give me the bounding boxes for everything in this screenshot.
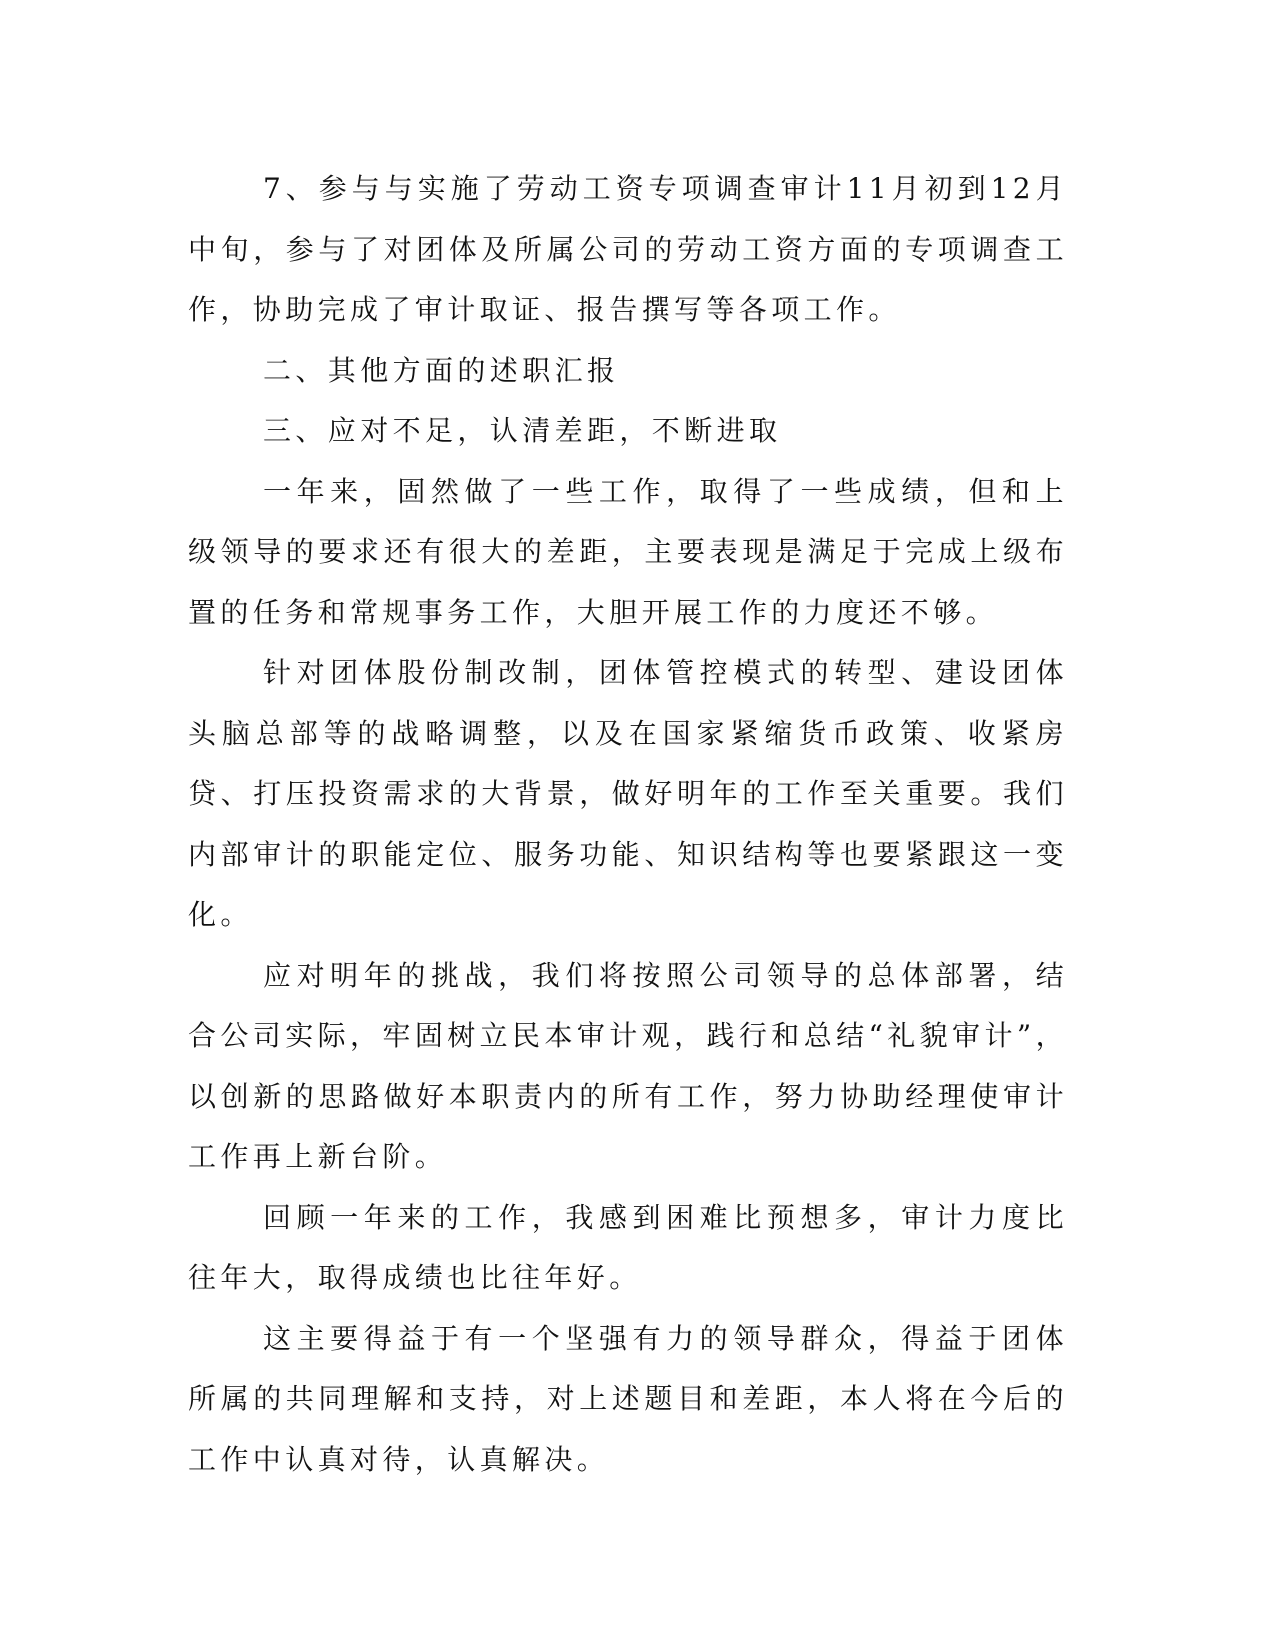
paragraph-year-review: 一年来，固然做了一些工作，取得了一些成绩，但和上级领导的要求还有很大的差距，主要表现是满足于完成上级布置的任务和常规事务工作，大胆开展工作的力度还不够。 <box>188 474 1068 629</box>
document-body <box>188 159 1068 1490</box>
paragraph-look-back: 回顾一年来的工作，我感到困难比预想多，审计力度比往年大，取得成绩也比往年好。 <box>188 1200 1068 1294</box>
paragraph-strategy-adjustment: 针对团体股份制改制，团体管控模式的转型、建设团体头脑总部等的战略调整，以及在国家紧缩货币政策、收紧房贷、打压投资需求的大背景，做好明年的工作至关重要。我们内部审计的职能定位、服务功能、知识结构等也要紧跟这一变化。 <box>188 656 1068 931</box>
paragraph-next-year-challenge: 应对明年的挑战，我们将按照公司领导的总体部署，结合公司实际，牢固树立民本审计观，践行和总结“礼貌审计”，以创新的思路做好本职责内的所有工作，努力协助经理使审计工作再上新台阶。 <box>188 958 1068 1173</box>
section-heading-shortcomings: 三、应对不足，认清差距，不断进取 <box>263 414 782 447</box>
paragraph-conclusion: 这主要得益于有一个坚强有力的领导群众，得益于团体所属的共同理解和支持，对上述题目和差距，本人将在今后的工作中认真对待，认真解决。 <box>188 1321 1068 1476</box>
paragraph-item-7: 7、参与与实施了劳动工资专项调查审计11月初到12月中旬，参与了对团体及所属公司的劳动工资方面的专项调查工作，协助完成了审计取证、报告撰写等各项工作。 <box>188 172 1068 326</box>
section-heading-other-report: 二、其他方面的述职汇报 <box>263 353 620 387</box>
